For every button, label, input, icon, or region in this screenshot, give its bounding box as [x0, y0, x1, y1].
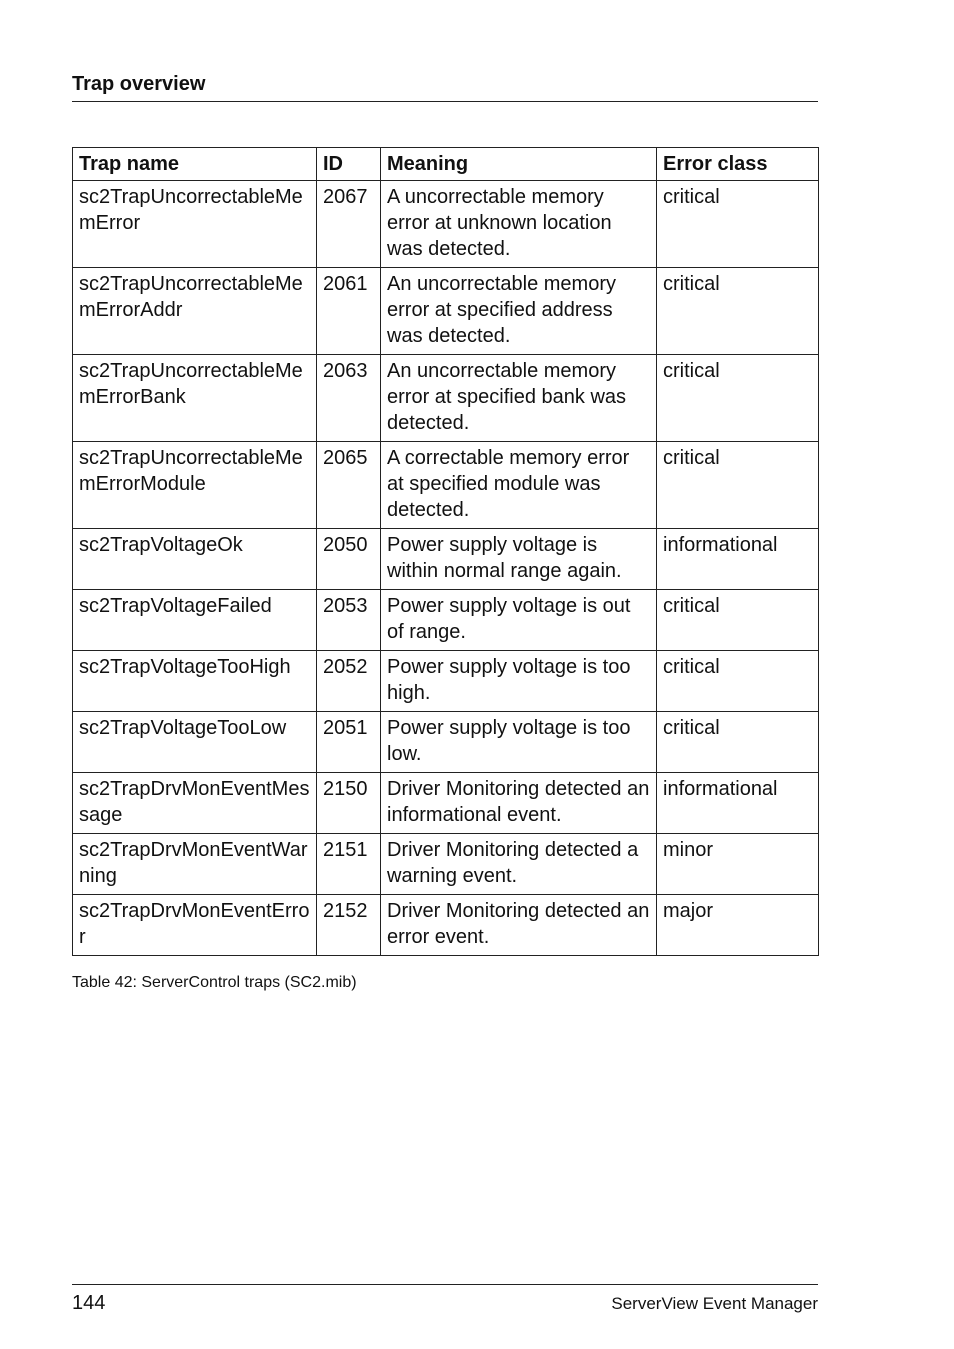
trap-name-cell: sc2TrapDrvMonEventError — [73, 895, 317, 956]
trap-meaning-cell: Power supply voltage is out of range. — [381, 590, 657, 651]
trap-name-cell: sc2TrapVoltageFailed — [73, 590, 317, 651]
trap-meaning-cell: A correctable memory error at specified module was detected. — [381, 442, 657, 529]
trap-id-cell: 2061 — [317, 268, 381, 355]
trap-name-cell: sc2TrapUncorrectableMemError — [73, 181, 317, 268]
trap-meaning-cell: An uncorrectable memory error at specified bank was detected. — [381, 355, 657, 442]
trap-name-cell: sc2TrapDrvMonEventMessage — [73, 773, 317, 834]
trap-id-cell: 2152 — [317, 895, 381, 956]
trap-error-class-cell: informational — [657, 773, 819, 834]
page-number: 144 — [72, 1292, 106, 1314]
section-title: Trap overview — [72, 73, 206, 95]
trap-error-class-cell: critical — [657, 712, 819, 773]
table-row — [73, 181, 819, 268]
table-row — [73, 590, 819, 651]
trap-meaning-cell: Power supply voltage is too high. — [381, 651, 657, 712]
trap-id-cell: 2053 — [317, 590, 381, 651]
table-row — [73, 773, 819, 834]
table-header-row — [73, 148, 819, 181]
table-row — [73, 268, 819, 355]
product-name: ServerView Event Manager — [611, 1294, 818, 1313]
trap-error-class-cell: critical — [657, 181, 819, 268]
trap-error-class-cell: critical — [657, 268, 819, 355]
column-header-meaning: Meaning — [381, 148, 657, 181]
trap-id-cell: 2063 — [317, 355, 381, 442]
trap-id-cell: 2052 — [317, 651, 381, 712]
trap-table — [72, 147, 819, 956]
trap-id-cell: 2051 — [317, 712, 381, 773]
column-header-trap-name: Trap name — [73, 148, 317, 181]
trap-error-class-cell: informational — [657, 529, 819, 590]
trap-name-cell: sc2TrapVoltageOk — [73, 529, 317, 590]
trap-meaning-cell: Power supply voltage is too low. — [381, 712, 657, 773]
trap-id-cell: 2150 — [317, 773, 381, 834]
page-header — [72, 70, 818, 102]
trap-error-class-cell: major — [657, 895, 819, 956]
trap-name-cell: sc2TrapVoltageTooHigh — [73, 651, 317, 712]
table-row — [73, 834, 819, 895]
table-row — [73, 895, 819, 956]
column-header-id: ID — [317, 148, 381, 181]
trap-meaning-cell: Driver Monitoring detected a warning event. — [381, 834, 657, 895]
trap-meaning-cell: Driver Monitoring detected an error event. — [381, 895, 657, 956]
trap-id-cell: 2050 — [317, 529, 381, 590]
trap-name-cell: sc2TrapUncorrectableMemErrorModule — [73, 442, 317, 529]
trap-meaning-cell: Power supply voltage is within normal range again. — [381, 529, 657, 590]
trap-error-class-cell: critical — [657, 651, 819, 712]
trap-error-class-cell: critical — [657, 442, 819, 529]
trap-name-cell: sc2TrapUncorrectableMemErrorBank — [73, 355, 317, 442]
table-row — [73, 529, 819, 590]
trap-error-class-cell: critical — [657, 355, 819, 442]
trap-name-cell: sc2TrapUncorrectableMemErrorAddr — [73, 268, 317, 355]
trap-id-cell: 2065 — [317, 442, 381, 529]
table-row — [73, 651, 819, 712]
table-row — [73, 712, 819, 773]
trap-meaning-cell: A uncorrectable memory error at unknown location was detected. — [381, 181, 657, 268]
table-caption: Table 42: ServerControl traps (SC2.mib) — [72, 974, 357, 991]
table-row — [73, 355, 819, 442]
trap-id-cell: 2151 — [317, 834, 381, 895]
trap-meaning-cell: Driver Monitoring detected an informational event. — [381, 773, 657, 834]
table-row — [73, 442, 819, 529]
trap-meaning-cell: An uncorrectable memory error at specified address was detected. — [381, 268, 657, 355]
trap-error-class-cell: critical — [657, 590, 819, 651]
page-footer — [72, 1284, 818, 1319]
trap-id-cell: 2067 — [317, 181, 381, 268]
trap-error-class-cell: minor — [657, 834, 819, 895]
trap-name-cell: sc2TrapDrvMonEventWarning — [73, 834, 317, 895]
column-header-error-class: Error class — [657, 148, 819, 181]
trap-name-cell: sc2TrapVoltageTooLow — [73, 712, 317, 773]
